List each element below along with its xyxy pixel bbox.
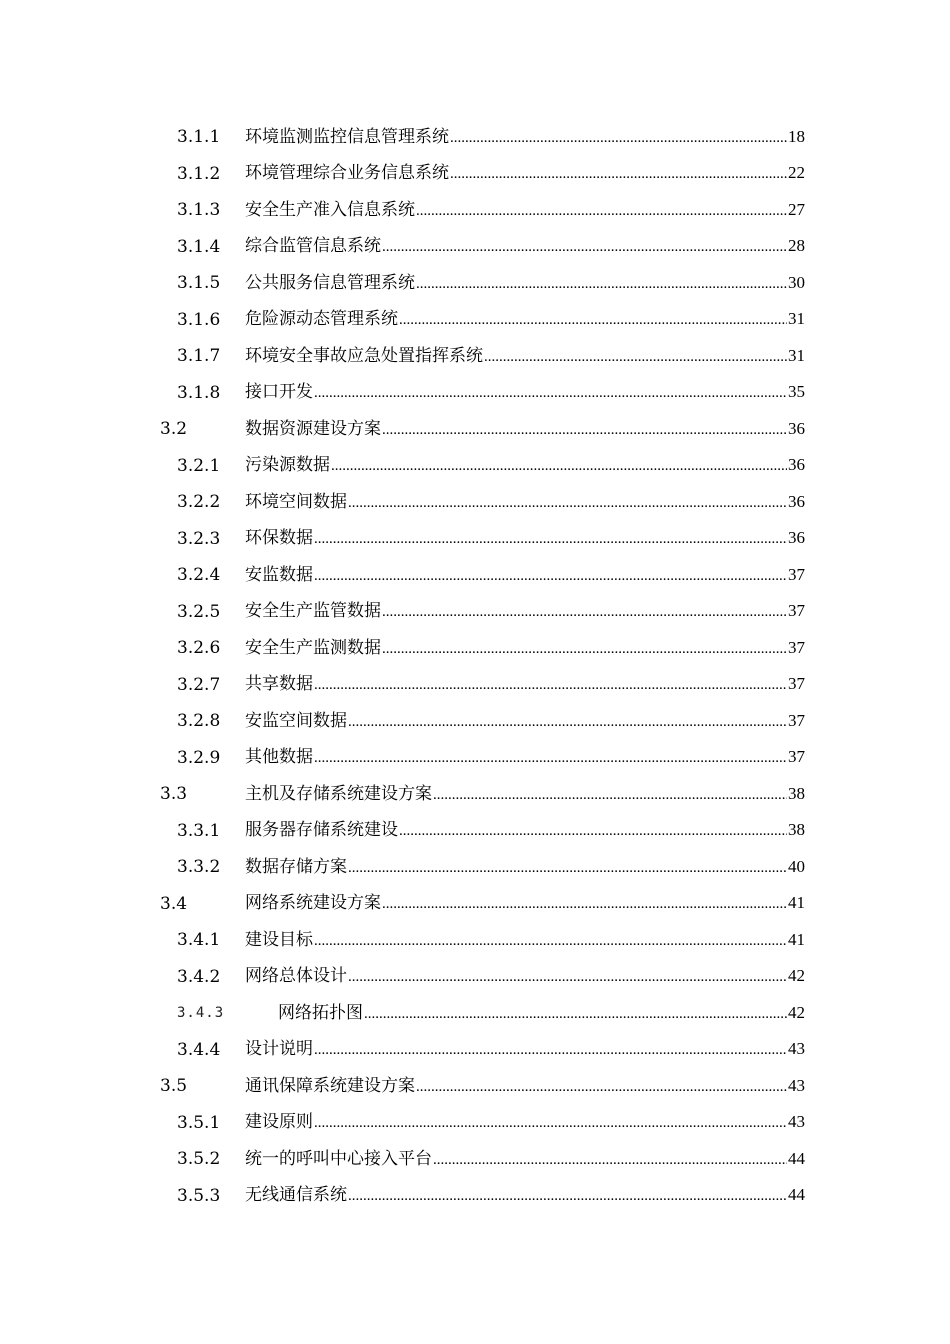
toc-entry[interactable] bbox=[0, 484, 950, 521]
toc-entry-line bbox=[245, 703, 805, 741]
toc-section-title: 数据存储方案 bbox=[245, 856, 347, 877]
toc-dot-leader bbox=[416, 266, 787, 303]
toc-entry[interactable] bbox=[0, 192, 950, 229]
table-of-contents bbox=[0, 119, 950, 1214]
toc-entry-line bbox=[245, 812, 805, 850]
toc-dot-leader bbox=[331, 448, 787, 485]
toc-page-number: 30 bbox=[788, 272, 805, 292]
toc-page-number: 36 bbox=[788, 418, 805, 438]
toc-entry-line bbox=[245, 228, 805, 266]
toc-page-number: 40 bbox=[788, 856, 805, 876]
toc-entry[interactable] bbox=[0, 1178, 950, 1215]
toc-page-number: 37 bbox=[788, 601, 805, 620]
toc-dot-leader bbox=[382, 631, 787, 668]
toc-entry[interactable] bbox=[0, 630, 950, 667]
toc-page-number: 43 bbox=[788, 1075, 805, 1095]
toc-section-title: 无线通信系统 bbox=[245, 1185, 347, 1205]
toc-entry-line bbox=[245, 411, 805, 449]
toc-entry-line bbox=[245, 630, 805, 668]
toc-page-number: 37 bbox=[788, 747, 805, 766]
toc-section-number: 3.4.1 bbox=[177, 930, 221, 950]
toc-entry[interactable] bbox=[0, 922, 950, 959]
toc-section-title: 服务器存储系统建设 bbox=[245, 820, 398, 840]
toc-section-number: 3.2 bbox=[160, 419, 188, 439]
toc-page-number: 31 bbox=[788, 309, 805, 328]
toc-page-number: 37 bbox=[788, 564, 805, 584]
toc-entry[interactable] bbox=[0, 667, 950, 704]
toc-section-title: 其他数据 bbox=[245, 747, 313, 767]
toc-section-number: 3.1.6 bbox=[177, 309, 221, 330]
toc-entry-line bbox=[245, 265, 805, 303]
toc-page-number: 28 bbox=[788, 236, 805, 255]
toc-page-number: 42 bbox=[788, 1002, 805, 1022]
toc-entry[interactable] bbox=[0, 740, 950, 777]
toc-section-title: 网络系统建设方案 bbox=[245, 893, 381, 913]
toc-entry[interactable] bbox=[0, 1105, 950, 1142]
toc-entry[interactable] bbox=[0, 703, 950, 740]
toc-entry[interactable] bbox=[0, 119, 950, 156]
toc-entry-line bbox=[245, 958, 805, 996]
toc-dot-leader bbox=[348, 959, 787, 996]
toc-section-title: 环境空间数据 bbox=[245, 491, 347, 512]
toc-entry-line bbox=[245, 1141, 805, 1179]
toc-entry[interactable] bbox=[0, 448, 950, 485]
toc-entry[interactable] bbox=[0, 302, 950, 339]
toc-section-title: 接口开发 bbox=[245, 382, 313, 402]
toc-section-title: 污染源数据 bbox=[245, 455, 330, 475]
toc-entry[interactable] bbox=[0, 813, 950, 850]
toc-section-title: 数据资源建设方案 bbox=[245, 418, 381, 439]
toc-dot-leader bbox=[399, 813, 787, 850]
toc-section-number: 3.2.9 bbox=[177, 747, 221, 768]
toc-section-title: 通讯保障系统建设方案 bbox=[245, 1075, 415, 1096]
toc-entry-line bbox=[245, 301, 805, 339]
toc-entry-line bbox=[245, 849, 805, 887]
toc-section-title: 安全生产监管数据 bbox=[245, 601, 381, 621]
toc-entry-line bbox=[245, 520, 805, 558]
toc-page-number: 22 bbox=[788, 163, 805, 182]
toc-entry[interactable] bbox=[0, 375, 950, 412]
toc-entry-line bbox=[245, 1104, 805, 1142]
toc-page-number: 44 bbox=[788, 1185, 805, 1204]
toc-section-number: 3.2.5 bbox=[177, 601, 221, 622]
toc-section-number: 3.5.1 bbox=[177, 1112, 221, 1133]
toc-section-number: 3.4 bbox=[160, 893, 188, 914]
toc-entry[interactable] bbox=[0, 156, 950, 193]
toc-dot-leader bbox=[314, 667, 787, 704]
toc-section-title: 安监空间数据 bbox=[245, 710, 347, 731]
toc-page-number: 38 bbox=[788, 820, 805, 839]
toc-entry-line bbox=[245, 593, 805, 631]
toc-section-number: 3.5 bbox=[160, 1076, 188, 1096]
toc-dot-leader bbox=[416, 1069, 787, 1106]
toc-page-number: 35 bbox=[788, 382, 805, 401]
toc-page-number: 41 bbox=[788, 893, 805, 912]
toc-entry-line bbox=[245, 1068, 805, 1106]
toc-section-number: 3.2.8 bbox=[177, 711, 221, 731]
toc-page-number: 42 bbox=[788, 966, 805, 985]
toc-dot-leader bbox=[382, 886, 787, 923]
toc-section-number: 3.3 bbox=[160, 784, 188, 804]
toc-entry[interactable] bbox=[0, 886, 950, 923]
toc-dot-leader bbox=[433, 777, 787, 814]
toc-section-number: 3.1.3 bbox=[177, 200, 221, 220]
toc-page-number: 43 bbox=[788, 1039, 805, 1058]
toc-entry[interactable] bbox=[0, 338, 950, 375]
toc-section-title: 安监数据 bbox=[245, 564, 313, 585]
toc-page-number: 36 bbox=[788, 491, 805, 511]
toc-section-title: 环保数据 bbox=[245, 528, 313, 548]
toc-dot-leader bbox=[484, 339, 787, 376]
toc-page-number: 27 bbox=[788, 199, 805, 219]
toc-entry-line bbox=[245, 192, 805, 230]
toc-entry-line bbox=[245, 374, 805, 412]
toc-dot-leader bbox=[364, 996, 787, 1033]
toc-section-number: 3.2.1 bbox=[177, 455, 221, 476]
toc-page-number: 37 bbox=[788, 637, 805, 657]
toc-page-number: 38 bbox=[788, 783, 805, 803]
toc-entry[interactable] bbox=[0, 265, 950, 302]
toc-dot-leader bbox=[314, 1032, 787, 1069]
toc-entry[interactable] bbox=[0, 411, 950, 448]
toc-entry[interactable] bbox=[0, 1032, 950, 1069]
toc-entry-line bbox=[245, 447, 805, 485]
toc-section-title: 危险源动态管理系统 bbox=[245, 309, 398, 329]
toc-dot-leader bbox=[314, 521, 787, 558]
toc-section-number: 3.2.3 bbox=[177, 528, 221, 549]
toc-entry-line bbox=[245, 739, 805, 777]
toc-section-title: 环境管理综合业务信息系统 bbox=[245, 163, 449, 183]
toc-section-number: 3.1.7 bbox=[177, 346, 221, 366]
toc-section-title: 环境监测监控信息管理系统 bbox=[245, 126, 449, 147]
toc-section-title: 统一的呼叫中心接入平台 bbox=[245, 1148, 432, 1169]
toc-section-title: 安全生产准入信息系统 bbox=[245, 199, 415, 220]
toc-dot-leader bbox=[382, 594, 787, 631]
toc-section-number: 3.3.1 bbox=[177, 820, 221, 841]
toc-entry-line bbox=[245, 155, 805, 193]
toc-dot-leader bbox=[382, 229, 787, 266]
toc-entry-line bbox=[278, 995, 805, 1033]
toc-entry-line bbox=[245, 484, 805, 522]
toc-section-title: 建设目标 bbox=[245, 929, 313, 950]
toc-dot-leader bbox=[348, 850, 787, 887]
toc-entry-line bbox=[245, 922, 805, 960]
toc-section-title: 网络总体设计 bbox=[245, 966, 347, 986]
toc-page-number: 37 bbox=[788, 710, 805, 730]
toc-page-number: 36 bbox=[788, 455, 805, 474]
toc-section-number: 3.2.7 bbox=[177, 674, 221, 695]
toc-section-title: 共享数据 bbox=[245, 674, 313, 694]
toc-entry-line bbox=[245, 119, 805, 157]
toc-entry[interactable] bbox=[0, 1068, 950, 1105]
toc-page-number: 37 bbox=[788, 674, 805, 693]
toc-entry[interactable] bbox=[0, 557, 950, 594]
toc-section-title: 公共服务信息管理系统 bbox=[245, 272, 415, 293]
toc-dot-leader bbox=[314, 923, 787, 960]
toc-section-title: 网络拓扑图 bbox=[278, 1002, 363, 1023]
toc-dot-leader bbox=[314, 558, 787, 595]
toc-entry[interactable] bbox=[0, 521, 950, 558]
toc-page-number: 44 bbox=[788, 1148, 805, 1168]
toc-section-title: 建设原则 bbox=[245, 1112, 313, 1132]
toc-entry-line bbox=[245, 776, 805, 814]
toc-section-number: 3.2.6 bbox=[177, 638, 221, 658]
toc-section-number: 3.1.8 bbox=[177, 382, 221, 403]
toc-section-number: 3.4.4 bbox=[177, 1039, 221, 1060]
toc-dot-leader bbox=[314, 1105, 787, 1142]
toc-entry-line bbox=[245, 1177, 805, 1215]
toc-dot-leader bbox=[314, 375, 787, 412]
toc-section-number: 3.4.2 bbox=[177, 966, 221, 987]
toc-section-number: 3.5.3 bbox=[177, 1185, 221, 1206]
toc-entry-line bbox=[245, 666, 805, 704]
toc-entry-line bbox=[245, 557, 805, 595]
toc-dot-leader bbox=[399, 302, 787, 339]
toc-section-title: 环境安全事故应急处置指挥系统 bbox=[245, 345, 483, 366]
toc-section-number: 3.2.2 bbox=[177, 492, 221, 512]
toc-dot-leader bbox=[314, 740, 787, 777]
toc-entry[interactable] bbox=[0, 995, 950, 1032]
toc-dot-leader bbox=[450, 156, 787, 193]
toc-section-number: 3.1.5 bbox=[177, 273, 221, 293]
toc-entry-line bbox=[245, 885, 805, 923]
toc-section-number: 3.1.2 bbox=[177, 163, 221, 184]
toc-dot-leader bbox=[348, 1178, 787, 1215]
toc-section-number: 3.1.1 bbox=[177, 127, 221, 147]
toc-section-number: 3.2.4 bbox=[177, 565, 221, 585]
toc-section-number: 3.3.2 bbox=[177, 857, 221, 877]
toc-section-title: 安全生产监测数据 bbox=[245, 637, 381, 658]
toc-page-number: 18 bbox=[788, 126, 805, 146]
toc-dot-leader bbox=[348, 704, 787, 741]
toc-entry[interactable] bbox=[0, 594, 950, 631]
toc-section-title: 设计说明 bbox=[245, 1039, 313, 1059]
toc-section-number: 3.1.4 bbox=[177, 236, 221, 257]
toc-page-number: 31 bbox=[788, 345, 805, 365]
toc-entry-line bbox=[245, 338, 805, 376]
toc-page-number: 41 bbox=[788, 929, 805, 949]
toc-entry-line bbox=[245, 1031, 805, 1069]
toc-entry[interactable] bbox=[0, 776, 950, 813]
toc-section-number: 3.4.3 bbox=[177, 1005, 225, 1021]
toc-dot-leader bbox=[348, 485, 787, 522]
toc-section-title: 综合监管信息系统 bbox=[245, 236, 381, 256]
toc-entry[interactable] bbox=[0, 229, 950, 266]
toc-dot-leader bbox=[416, 193, 787, 230]
toc-page-number: 36 bbox=[788, 528, 805, 547]
toc-page-number: 43 bbox=[788, 1112, 805, 1131]
toc-dot-leader bbox=[382, 412, 787, 449]
toc-entry[interactable] bbox=[0, 959, 950, 996]
toc-dot-leader bbox=[433, 1142, 787, 1179]
toc-dot-leader bbox=[450, 120, 787, 157]
toc-entry[interactable] bbox=[0, 1141, 950, 1178]
toc-section-number: 3.5.2 bbox=[177, 1149, 221, 1169]
toc-entry[interactable] bbox=[0, 849, 950, 886]
toc-section-title: 主机及存储系统建设方案 bbox=[245, 783, 432, 804]
